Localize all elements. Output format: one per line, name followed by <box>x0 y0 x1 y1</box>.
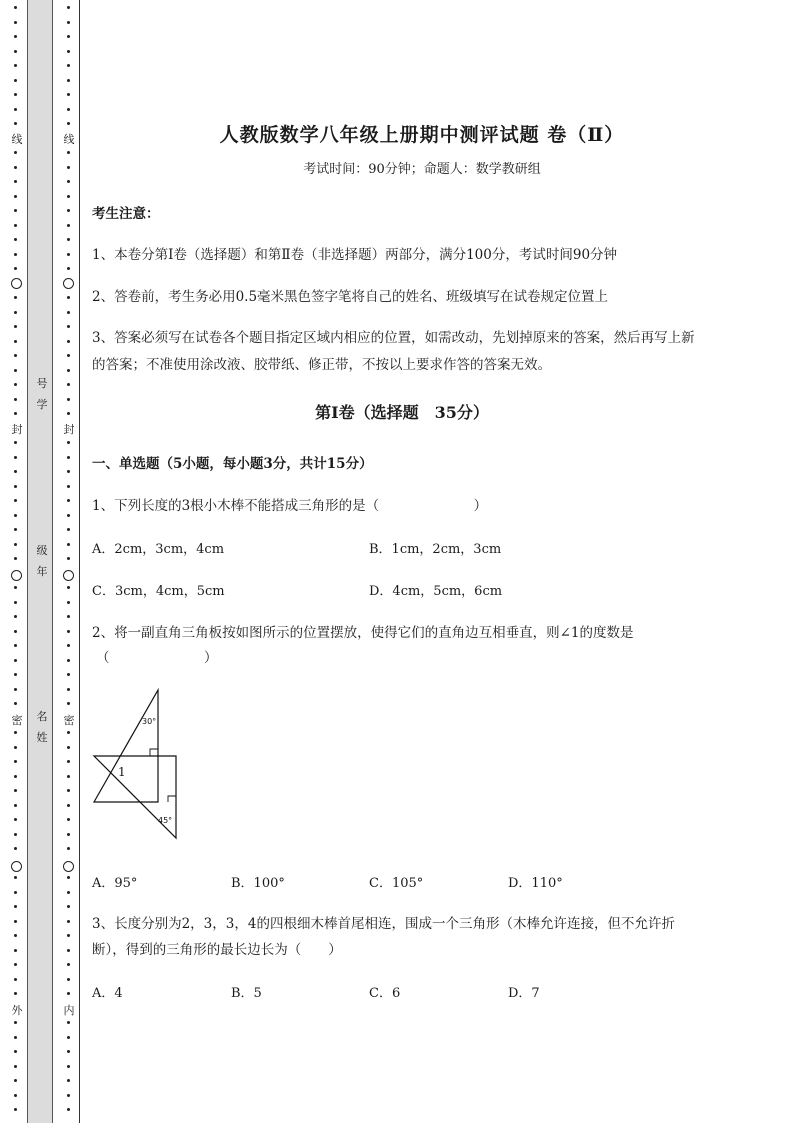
binding-dot <box>67 180 70 183</box>
binding-dot <box>67 1108 70 1111</box>
binding-dot <box>14 412 17 415</box>
q2-option-c[interactable]: C．105° <box>369 876 424 891</box>
q2-option-a[interactable]: A．95° <box>92 876 138 891</box>
binding-dot <box>67 1079 70 1082</box>
question-3-stem-cont: 断），得到的三角形的最长边长为（ ） <box>92 942 342 958</box>
binding-dot <box>14 630 17 633</box>
binding-dot <box>14 238 17 241</box>
binding-dot <box>14 514 17 517</box>
binding-dot <box>67 543 70 546</box>
q3-option-c[interactable]: C．6 <box>369 986 401 1001</box>
binding-dot <box>67 267 70 270</box>
question-2-blank: （ ） <box>96 650 218 666</box>
label-hao: 号 <box>36 377 48 390</box>
binding-dot <box>67 992 70 995</box>
binding-dot <box>67 514 70 517</box>
part-heading: 一、单选题（5小题，每小题3分，共计15分） <box>92 456 373 472</box>
binding-dot <box>14 1021 17 1024</box>
outer-circle <box>11 861 22 872</box>
inner-dotted-line <box>63 0 75 1123</box>
binding-dot <box>67 978 70 981</box>
binding-dot <box>67 456 70 459</box>
binding-dot <box>14 760 17 763</box>
binding-dot <box>14 949 17 952</box>
outer-circle <box>11 570 22 581</box>
margin-rule <box>79 0 80 1123</box>
binding-dot <box>67 644 70 647</box>
binding-dot <box>14 195 17 198</box>
binding-dot <box>14 731 17 734</box>
inner-circle <box>63 278 74 289</box>
binding-dot <box>67 702 70 705</box>
page-title: 人教版数学八年级上册期中测评试题 卷（Ⅱ） <box>219 124 625 146</box>
binding-dot <box>14 978 17 981</box>
q2-option-b[interactable]: B．100° <box>231 876 285 891</box>
binding-dot <box>14 673 17 676</box>
inner-marker-secret: 密 <box>63 714 75 727</box>
question-3-stem: 3、长度分别为2，3，3，4的四根细木棒首尾相连，围成一个三角形（木棒允许连接，但不允许折 <box>92 916 675 932</box>
binding-dot <box>14 702 17 705</box>
binding-dot <box>14 1050 17 1053</box>
binding-dot <box>67 50 70 53</box>
binding-dot <box>14 122 17 125</box>
binding-dot <box>67 731 70 734</box>
notice-item-cont: 的答案；不准使用涂改液、胶带纸、修正带，不按以上要求作答的答案无效。 <box>92 357 551 373</box>
binding-dot <box>67 760 70 763</box>
binding-dot <box>67 398 70 401</box>
angle-45-label: 45° <box>158 816 173 825</box>
inner-marker-line: 线 <box>63 133 75 146</box>
label-xue: 学 <box>36 398 48 411</box>
binding-dot <box>67 847 70 850</box>
binding-dot <box>14 50 17 53</box>
binding-dot <box>14 253 17 256</box>
binding-dot <box>14 21 17 24</box>
binding-dot <box>14 833 17 836</box>
binding-dot <box>14 296 17 299</box>
label-nian: 年 <box>36 565 48 578</box>
inner-circle <box>63 570 74 581</box>
binding-dot <box>14 818 17 821</box>
binding-dot <box>67 195 70 198</box>
binding-dot <box>14 1036 17 1039</box>
q3-option-b[interactable]: B．5 <box>231 986 262 1001</box>
binding-dot <box>67 224 70 227</box>
binding-dot <box>14 586 17 589</box>
binding-dot <box>67 1021 70 1024</box>
label-ji: 级 <box>36 544 48 557</box>
binding-dot <box>67 6 70 9</box>
binding-dot <box>14 485 17 488</box>
outer-marker-outside: 外 <box>11 1004 23 1017</box>
binding-dot <box>14 1079 17 1082</box>
outer-circle <box>11 278 22 289</box>
binding-dot <box>67 746 70 749</box>
binding-dot <box>14 470 17 473</box>
binding-dot <box>14 64 17 67</box>
question-2-stem: 2、将一副直角三角板按如图所示的位置摆放，使得它们的直角边互相垂直，则∠1的度数是 <box>92 625 634 641</box>
binding-dot <box>14 311 17 314</box>
outer-marker-line: 线 <box>11 133 23 146</box>
binding-dot <box>67 586 70 589</box>
binding-dot <box>14 557 17 560</box>
binding-dot <box>14 905 17 908</box>
section-title: 第Ⅰ卷（选择题 35分） <box>315 403 489 422</box>
label-xing: 姓 <box>36 731 48 744</box>
binding-dot <box>67 412 70 415</box>
binding-dot <box>67 688 70 691</box>
binding-dot <box>14 934 17 937</box>
angle-30-label: 30° <box>142 717 157 726</box>
binding-dot <box>14 1108 17 1111</box>
right-angle-mark <box>150 749 158 756</box>
binding-dot <box>14 166 17 169</box>
binding-dot <box>14 789 17 792</box>
binding-dot <box>67 441 70 444</box>
binding-dot <box>67 383 70 386</box>
binding-dot <box>14 688 17 691</box>
binding-dot <box>14 543 17 546</box>
binding-dot <box>67 340 70 343</box>
binding-strip <box>27 0 53 1123</box>
binding-dot <box>67 470 70 473</box>
notice-item: 2、答卷前，考生务必用0.5毫米黑色签字笔将自己的姓名、班级填写在试卷规定位置上 <box>92 289 609 305</box>
binding-dot <box>14 93 17 96</box>
binding-dot <box>14 499 17 502</box>
binding-dot <box>14 180 17 183</box>
q1-option-b[interactable]: B．1cm，2cm，3cm <box>369 542 502 557</box>
binding-dot <box>67 485 70 488</box>
binding-dot <box>67 79 70 82</box>
q2-option-d[interactable]: D．110° <box>508 876 563 891</box>
notice-item: 3、答案必须写在试卷各个题目指定区域内相应的位置，如需改动，先划掉原来的答案，然后再写上新 <box>92 330 695 346</box>
binding-dot <box>14 775 17 778</box>
binding-dot <box>67 659 70 662</box>
angle-1-label: 1 <box>118 765 126 779</box>
binding-dot <box>14 151 17 154</box>
binding-dot <box>14 876 17 879</box>
triangle-30-60 <box>94 690 158 802</box>
binding-dot <box>67 673 70 676</box>
q3-option-a[interactable]: A．4 <box>92 986 123 1001</box>
binding-dot <box>14 659 17 662</box>
binding-dot <box>14 963 17 966</box>
exam-info: 考试时间：90分钟；命题人：数学教研组 <box>303 162 541 177</box>
inner-marker-seal: 封 <box>63 423 75 436</box>
binding-dot <box>67 557 70 560</box>
binding-dot <box>14 354 17 357</box>
inner-circle <box>63 861 74 872</box>
question-1-stem: 1、下列长度的3根小木棒不能搭成三角形的是（ ） <box>92 498 488 514</box>
q1-option-c[interactable]: C．3cm，4cm，5cm <box>92 584 225 599</box>
binding-dot <box>67 253 70 256</box>
binding-dot <box>67 775 70 778</box>
binding-dot <box>14 209 17 212</box>
binding-dot <box>67 1036 70 1039</box>
binding-dot <box>67 934 70 937</box>
binding-dot <box>67 151 70 154</box>
binding-dot <box>67 963 70 966</box>
binding-dot <box>67 108 70 111</box>
binding-dot <box>14 108 17 111</box>
label-ming: 名 <box>36 710 48 723</box>
binding-dot <box>67 601 70 604</box>
binding-dot <box>67 21 70 24</box>
outer-marker-secret: 密 <box>11 714 23 727</box>
binding-dot <box>67 833 70 836</box>
binding-dot <box>14 267 17 270</box>
notice-item: 1、本卷分第Ⅰ卷（选择题）和第Ⅱ卷（非选择题）两部分，满分100分，考试时间90分钟 <box>92 247 618 263</box>
binding-dot <box>14 441 17 444</box>
binding-dot <box>67 499 70 502</box>
binding-dot <box>14 340 17 343</box>
binding-dot <box>67 804 70 807</box>
binding-dot <box>14 1094 17 1097</box>
binding-dot <box>14 35 17 38</box>
binding-dot <box>14 746 17 749</box>
binding-dot <box>14 891 17 894</box>
binding-dot <box>67 789 70 792</box>
binding-dot <box>67 93 70 96</box>
binding-dot <box>67 64 70 67</box>
binding-dot <box>14 615 17 618</box>
binding-dot <box>67 949 70 952</box>
binding-dot <box>67 35 70 38</box>
triangle-figure <box>92 688 192 844</box>
binding-dot <box>67 876 70 879</box>
binding-dot <box>14 224 17 227</box>
q1-option-a[interactable]: A．2cm，3cm，4cm <box>92 542 225 557</box>
binding-dot <box>14 804 17 807</box>
binding-dot <box>67 818 70 821</box>
binding-dot <box>14 528 17 531</box>
binding-dot <box>14 847 17 850</box>
binding-dot <box>14 79 17 82</box>
triangle-45 <box>94 756 176 838</box>
binding-dot <box>67 122 70 125</box>
binding-dot <box>67 905 70 908</box>
binding-dot <box>14 456 17 459</box>
binding-dot <box>14 1065 17 1068</box>
binding-dot <box>67 369 70 372</box>
binding-dot <box>67 1094 70 1097</box>
binding-dot <box>14 398 17 401</box>
binding-dot <box>67 238 70 241</box>
outer-dotted-line <box>10 0 22 1123</box>
binding-dot <box>67 354 70 357</box>
binding-dot <box>14 920 17 923</box>
binding-dot <box>67 528 70 531</box>
binding-dot <box>67 325 70 328</box>
q3-option-d[interactable]: D．7 <box>508 986 540 1001</box>
binding-dot <box>67 630 70 633</box>
binding-dot <box>67 166 70 169</box>
binding-dot <box>14 601 17 604</box>
binding-dot <box>67 615 70 618</box>
binding-dot <box>67 920 70 923</box>
binding-dot <box>14 6 17 9</box>
binding-dot <box>67 891 70 894</box>
inner-marker-inside: 内 <box>63 1004 75 1017</box>
binding-dot <box>14 644 17 647</box>
binding-dot <box>14 383 17 386</box>
binding-dot <box>67 1065 70 1068</box>
binding-dot <box>14 992 17 995</box>
right-angle-mark <box>168 796 176 802</box>
binding-dot <box>67 209 70 212</box>
q1-option-d[interactable]: D．4cm，5cm，6cm <box>369 584 503 599</box>
binding-dot <box>67 1050 70 1053</box>
binding-dot <box>67 311 70 314</box>
notice-heading: 考生注意： <box>92 206 160 222</box>
binding-dot <box>14 369 17 372</box>
binding-dot <box>67 296 70 299</box>
binding-dot <box>14 325 17 328</box>
outer-marker-seal: 封 <box>11 423 23 436</box>
